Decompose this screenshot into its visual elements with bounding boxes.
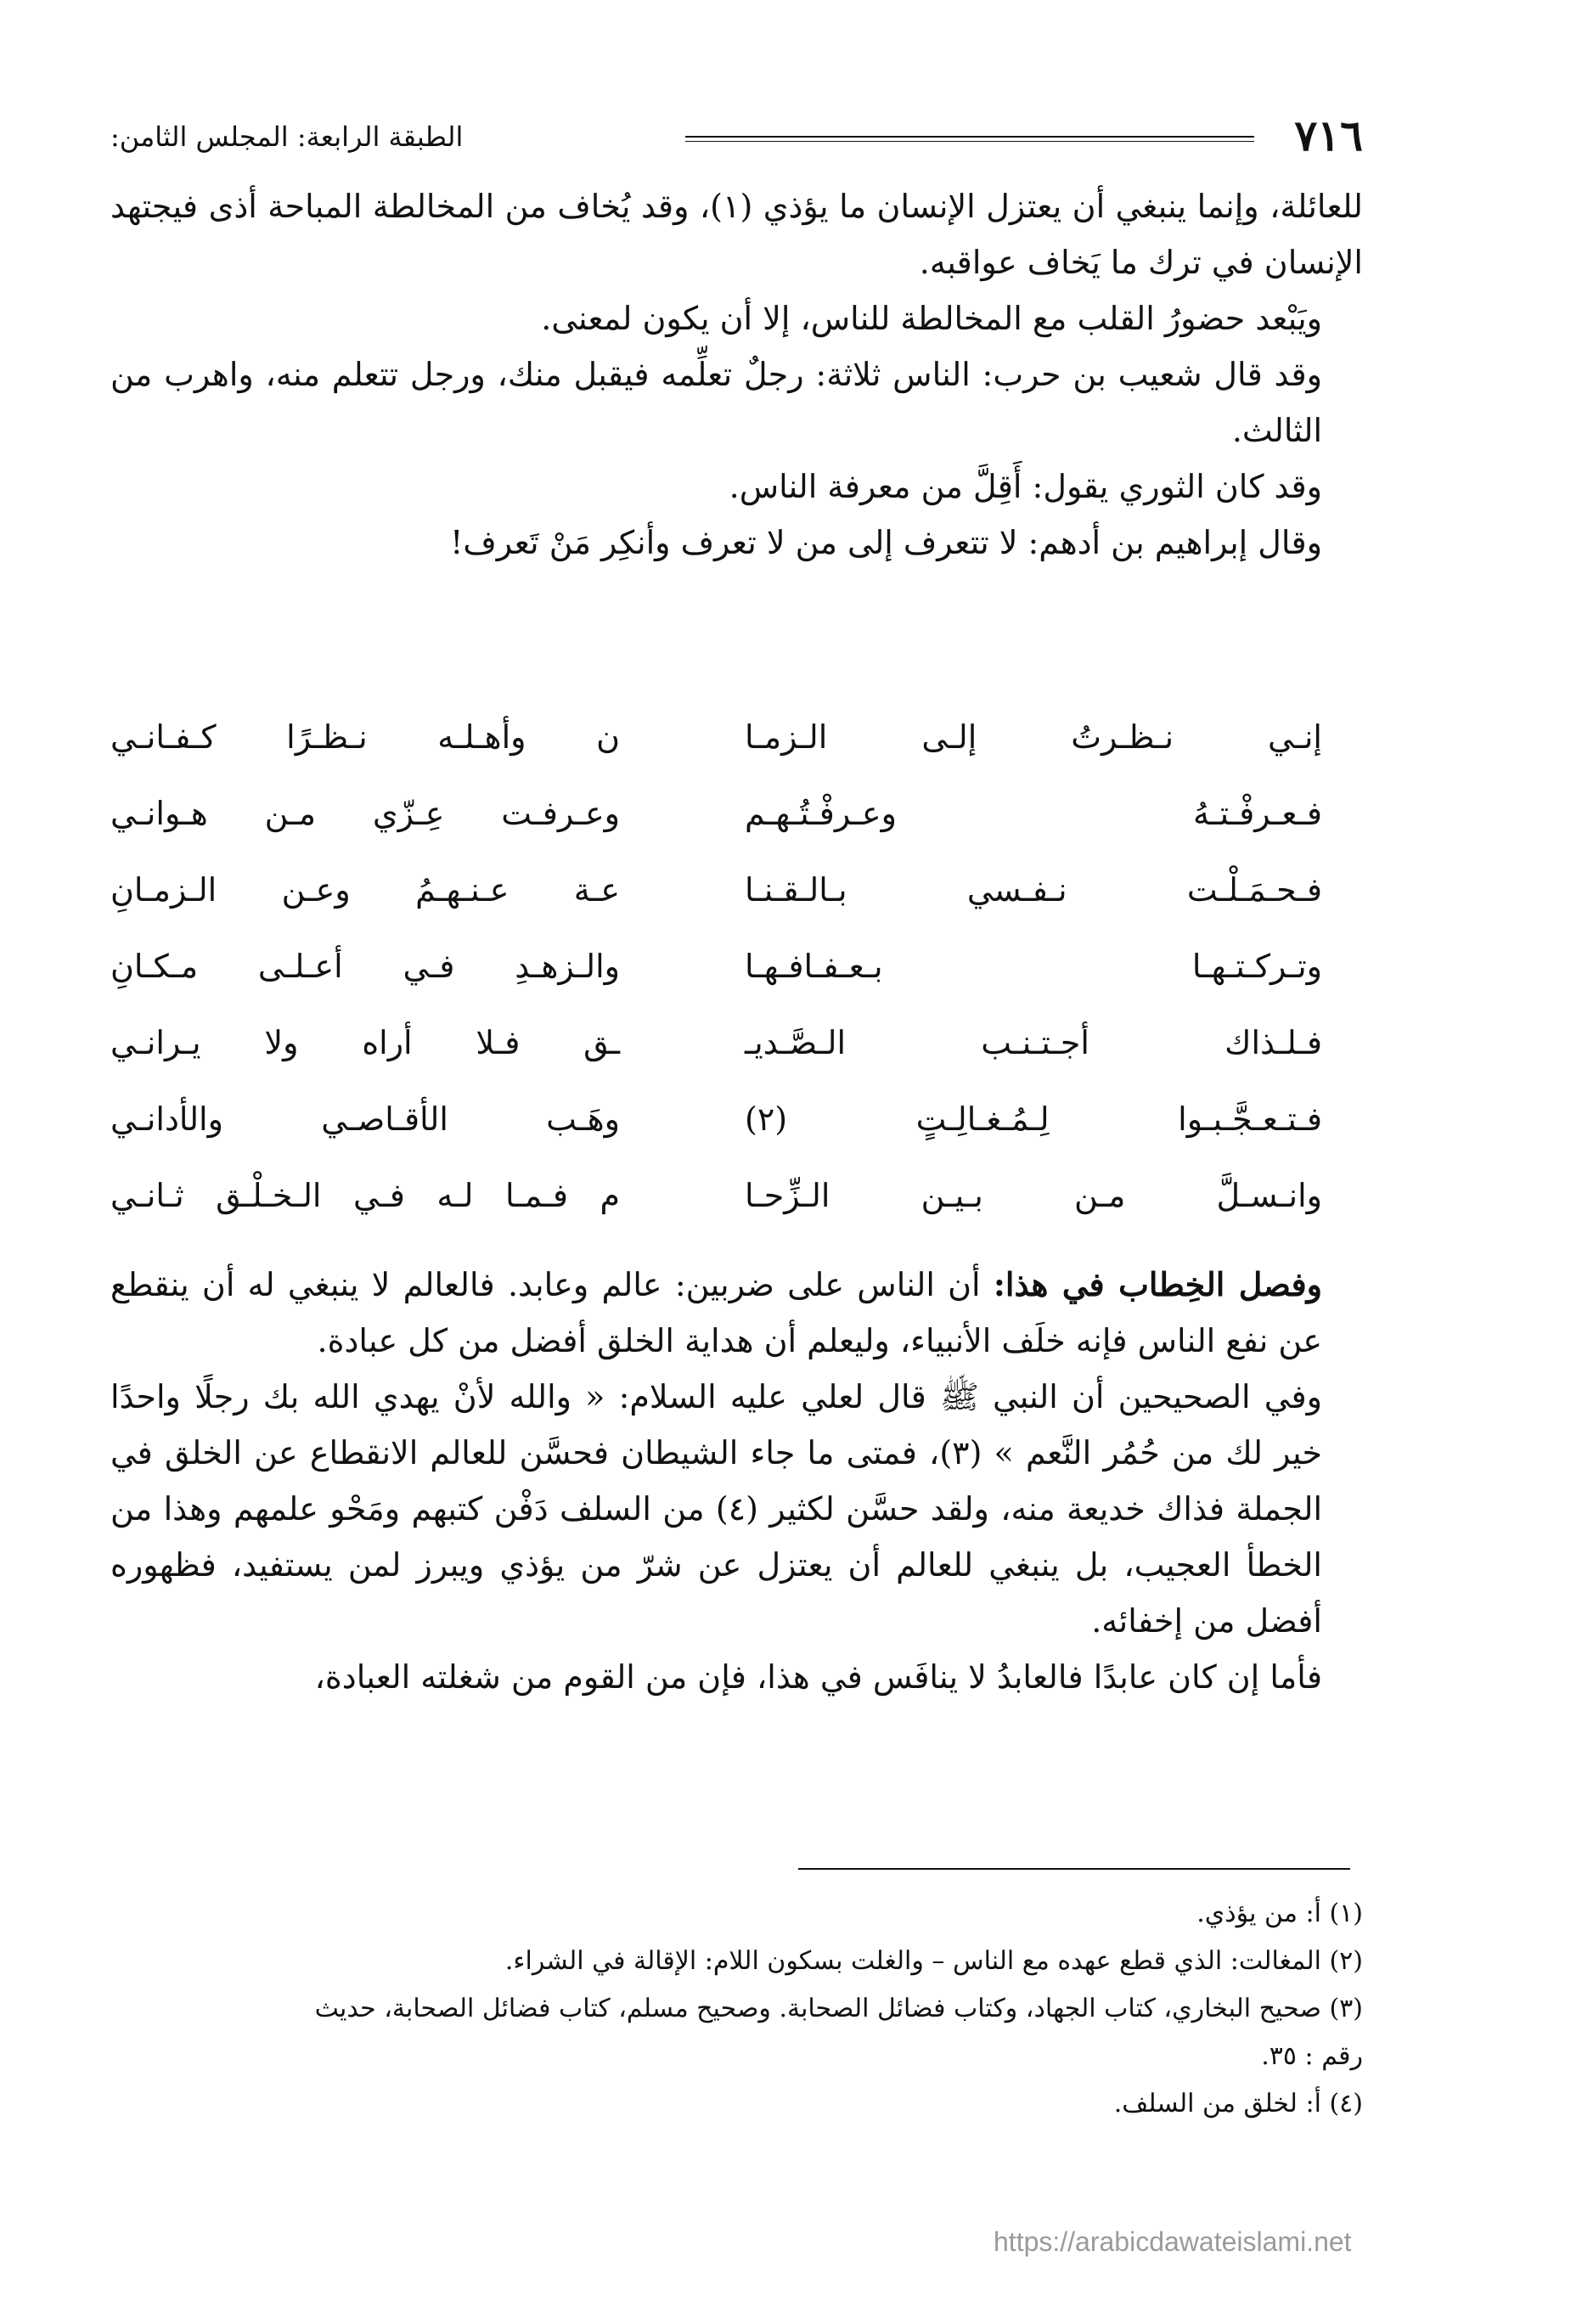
footnote: (٣) صحيح البخاري، كتاب الجهاد، وكتاب فضائل الصحابة. وصحيح مسلم، كتاب فضائل الصحابة، حديث: [314, 1994, 1363, 2023]
running-title: الطبقة الرابعة: المجلس الثامن:: [110, 121, 464, 153]
paragraph: [110, 1257, 1363, 1369]
verse-second-hemistich: عـة عـنـهـمُ وعـن الـزمـانِ: [110, 871, 620, 909]
footnote-continuation: رقم : ٣٥.: [1261, 2041, 1363, 2071]
poem-verse: [110, 1094, 1363, 1145]
footnotes: [110, 1890, 1363, 2128]
paragraph: للعائلة، وإنما ينبغي أن يعتزل الإنسان ما يؤذي (١)، وقد يُخاف من المخالطة المباحة أذى فيجتهد الإنسان في ترك ما يَخاف عواقبه.: [110, 188, 1364, 281]
paragraph: وفي الصحيحين أن النبي ﷺ قال لعلي عليه السلام: « والله لأنْ يهدي الله بك رجلًا واحدًا خير لك من حُمُر النَّعم » (٣)، فمتى ما جاء الشيطان فحسَّن للعالم الانقطاع عن الخلق في الجملة فذاك خديعة منه، ولقد حسَّن لكثير (٤) من السلف دَفْن كتبهم ومَحْو علمهم وهذا من الخطأ العجيب، بل ينبغي للعالم أن يعتزل عن شرّ من يؤذي ويبرز لمن يستفيد، فظهوره أفضل من إخفائه.: [110, 1378, 1322, 1640]
watermark-url: https://arabicdawateislami.net: [994, 2226, 1352, 2257]
paragraph-text: أن الناس على ضربين: عالم وعابد. فالعالم لا ينبغي له أن ينقطع عن نفع الناس فإنه خلَف الأنبياء، وليعلم أن هداية الخلق أفضل من كل عبادة.: [110, 1266, 1322, 1359]
footnote: (٢) المغالت: الذي قطع عهده مع الناس – والغلت بسكون اللام: الإقالة في الشراء.: [504, 1946, 1363, 1976]
poem-verse: [110, 788, 1363, 839]
body-text-top: [110, 178, 1363, 571]
verse-first-hemistich: فـلـذاك أجـتـنـب الـصَّـديـ: [745, 1024, 1322, 1061]
body-text-bottom: [110, 1257, 1363, 1705]
verse-first-hemistich: وانـسـلَّ مـن بـيـن الـزِّحـا: [745, 1177, 1322, 1214]
verse-second-hemistich: ـق فـلا أراه ولا يـرانـي: [110, 1024, 620, 1061]
poem: [110, 712, 1363, 1255]
verse-second-hemistich: وعـرفـت عِـزّي مـن هـوانـي: [110, 795, 620, 832]
poem-verse: [110, 1017, 1363, 1068]
footnote: (٤) أ: لخلق من السلف.: [1113, 2089, 1363, 2119]
footnote: (١) أ: من يؤذي.: [1196, 1899, 1363, 1928]
verse-first-hemistich: إنـي نـظـرتُ إلـى الـزمـا: [745, 718, 1322, 756]
verse-first-hemistich: وتـركـتـهـا بـعـفـافـهـا: [745, 948, 1322, 985]
poem-verse: [110, 1170, 1363, 1221]
paragraph-lead: وفصل الخِطاب في هذا:: [993, 1265, 1322, 1303]
poem-verse: [110, 712, 1363, 762]
verse-first-hemistich: فـتـعـجَّـبـوا لِـمُـغـالِـتٍ (٢): [745, 1100, 1322, 1138]
verse-first-hemistich: فـحـمَـلْـت نـفـسي بـالـقـنـا: [745, 871, 1322, 909]
verse-second-hemistich: والـزهـدِ فـي أعـلـى مـكـانِ: [110, 948, 620, 985]
footnote-rule: [798, 1868, 1350, 1870]
paragraph: فأما إن كان عابدًا فالعابدُ لا ينافَس في هذا، فإن من القوم من شغلته العبادة،: [314, 1658, 1322, 1696]
paragraph: وقد قال شعيب بن حرب: الناس ثلاثة: رجلٌ تعلِّمه فيقبل منك، ورجل تتعلم منه، واهرب من الثالث.: [110, 356, 1322, 449]
paragraph: وقد كان الثوري يقول: أَقِلَّ من معرفة الناس.: [729, 468, 1322, 505]
poem-verse: [110, 941, 1363, 992]
page-number: ٧١٦: [1294, 110, 1363, 160]
verse-second-hemistich: وهَـب الأقـاصـي والأدانـي: [110, 1100, 620, 1138]
verse-first-hemistich: فـعـرفْـتـهُ وعـرفْـتُـهـم: [745, 795, 1322, 832]
paragraph: ويَبْعد حضورُ القلب مع المخالطة للناس، إلا أن يكون لمعنى.: [541, 300, 1322, 337]
paragraph: وقال إبراهيم بن أدهم: لا تتعرف إلى من لا تعرف وأنكِر مَنْ تَعرف!: [450, 524, 1322, 561]
header-rule: [685, 136, 1254, 142]
verse-second-hemistich: م فـمـا لـه فـي الـخـلْـق ثـانـي: [110, 1177, 620, 1214]
page-header: [110, 112, 1363, 160]
poem-verse: [110, 864, 1363, 915]
verse-second-hemistich: ن وأهـلـه نـظـرًا كـفـانـي: [110, 718, 620, 756]
